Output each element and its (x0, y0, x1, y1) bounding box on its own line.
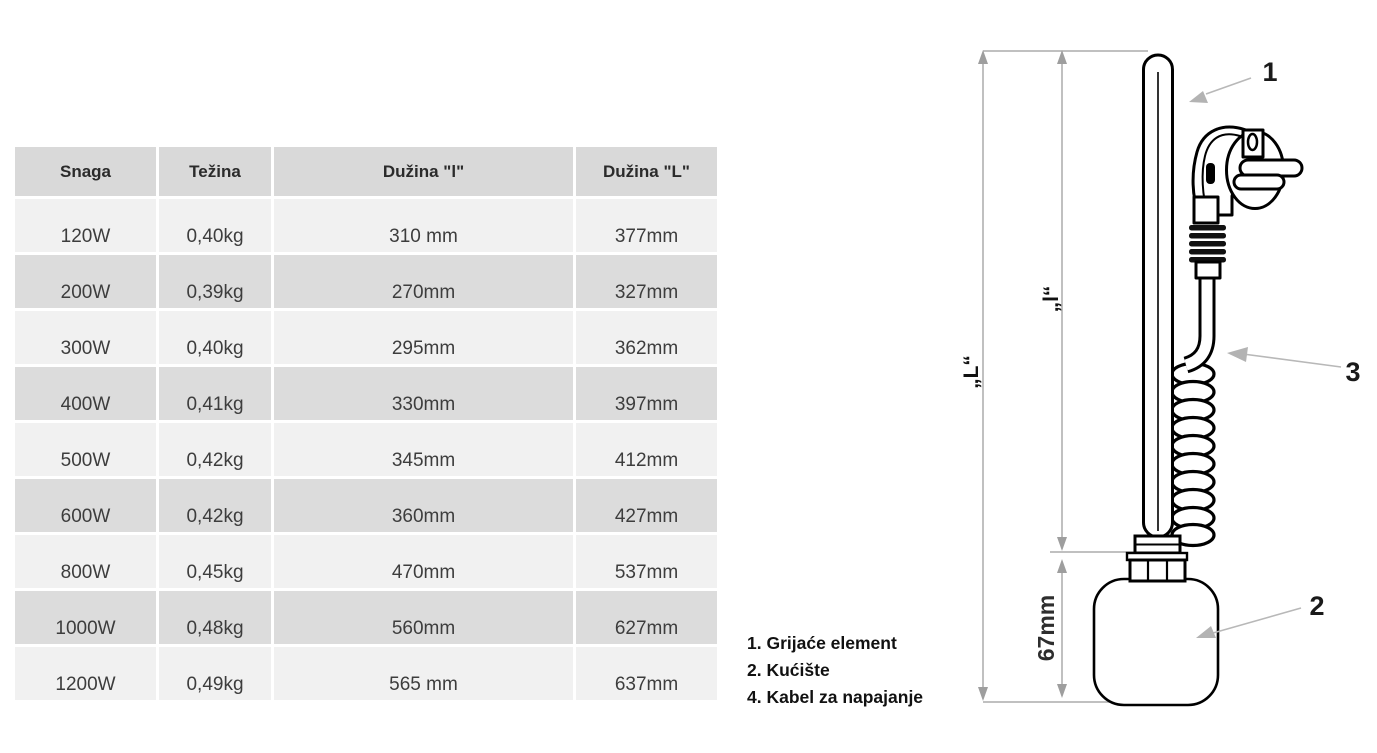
housing (1094, 579, 1218, 705)
column-header: Dužina "L" (576, 147, 717, 196)
table-cell: 1200W (15, 647, 156, 700)
dim-label-l: „l“ (1040, 285, 1063, 313)
table-cell: 565 mm (274, 647, 573, 700)
table-cell: 637mm (576, 647, 717, 700)
flange (1127, 536, 1187, 560)
table-cell: 377mm (576, 199, 717, 252)
power-cable (1186, 276, 1207, 365)
nut (1130, 560, 1185, 581)
table-cell: 0,42kg (159, 479, 271, 532)
table-cell: 362mm (576, 311, 717, 364)
legend-item: 1. Grijaće element (747, 633, 897, 653)
table-cell: 345mm (274, 423, 573, 476)
table-cell: 360mm (274, 479, 573, 532)
table-cell: 300W (15, 311, 156, 364)
table-cell: 0,45kg (159, 535, 271, 588)
coiled-cable (1172, 364, 1214, 546)
callout-1-arrow (1189, 78, 1251, 103)
table-cell: 310 mm (274, 199, 573, 252)
table-cell: 0,48kg (159, 591, 271, 644)
table-cell: 537mm (576, 535, 717, 588)
column-header: Težina (159, 147, 271, 196)
table-cell: 1000W (15, 591, 156, 644)
dim-label-67mm: 67mm (1033, 594, 1059, 662)
heater-diagram (940, 30, 1377, 730)
table-cell: 0,49kg (159, 647, 271, 700)
callout-3-number: 3 (1345, 357, 1361, 387)
power-plug (1189, 127, 1302, 278)
table-cell: 397mm (576, 367, 717, 420)
table-cell: 600W (15, 479, 156, 532)
table-cell: 0,41kg (159, 367, 271, 420)
callout-2-number: 2 (1309, 591, 1325, 621)
table-cell: 295mm (274, 311, 573, 364)
table-cell: 412mm (576, 423, 717, 476)
heater-tube (1144, 55, 1173, 537)
callout-1-number: 1 (1262, 57, 1278, 87)
table-cell: 427mm (576, 479, 717, 532)
spec-table (15, 147, 717, 700)
dimension-line-l (1050, 50, 1148, 552)
table-cell: 800W (15, 535, 156, 588)
table-cell: 200W (15, 255, 156, 308)
table-cell: 627mm (576, 591, 717, 644)
column-header: Dužina "l" (274, 147, 573, 196)
column-header: Snaga (15, 147, 156, 196)
legend (747, 630, 923, 711)
table-cell: 0,39kg (159, 255, 271, 308)
table-cell: 330mm (274, 367, 573, 420)
table-cell: 560mm (274, 591, 573, 644)
table-cell: 0,40kg (159, 311, 271, 364)
table-cell: 0,40kg (159, 199, 271, 252)
dim-label-L: „L“ (960, 355, 983, 389)
table-cell: 270mm (274, 255, 573, 308)
table-cell: 470mm (274, 535, 573, 588)
table-cell: 120W (15, 199, 156, 252)
table-cell: 327mm (576, 255, 717, 308)
table-cell: 500W (15, 423, 156, 476)
legend-item: 2. Kućište (747, 660, 830, 680)
table-cell: 400W (15, 367, 156, 420)
callout-3-arrow (1227, 347, 1341, 367)
legend-item: 4. Kabel za napajanje (747, 687, 924, 707)
table-cell: 0,42kg (159, 423, 271, 476)
